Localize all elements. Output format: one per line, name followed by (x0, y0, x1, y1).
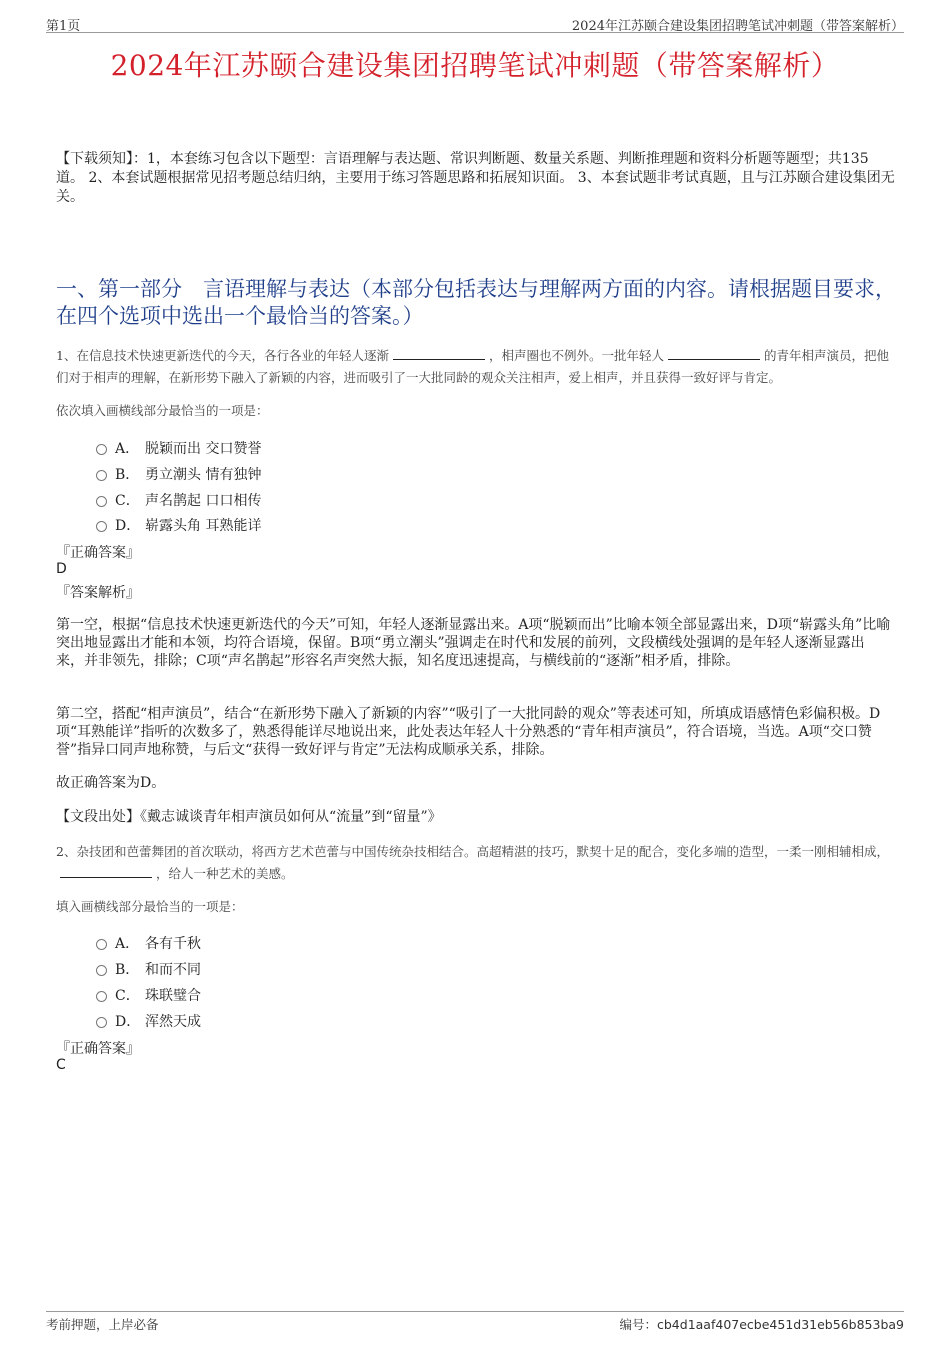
option-letter: C． (115, 988, 140, 1004)
option-text: 崭露头角 耳熟能详 (145, 518, 262, 534)
option-text: 声名鹊起 口口相传 (145, 493, 262, 509)
option-text: 和而不同 (145, 962, 201, 978)
radio-icon[interactable] (96, 991, 107, 1002)
footer-slogan: 考前押题，上岸必备 (46, 1317, 159, 1332)
q1-option-c[interactable] (96, 488, 261, 508)
q1-answer-label: 『正确答案』 (56, 545, 140, 561)
q1-option-b[interactable] (96, 462, 261, 482)
q1-analysis-2: 第二空，搭配“相声演员”，结合“在新形势下融入了新颖的内容”“吸引了一大批同龄的观众”等表述可知，所填成语感情色彩偏积极。D项“耳熟能详”指听的次数多了，熟悉得能详尽地说出来，此处表达年轻人十分熟悉的“青年相声演员”，符合语境，当选。A项“交口赞誉”指异口同声地称赞，与后文“获得一致好评与肯定”无法构成顺承关系，排除。 (56, 706, 881, 758)
page-number: 第1页 (46, 19, 81, 34)
q2-answer-label: 『正确答案』 (56, 1041, 140, 1057)
option-text: 各有千秋 (145, 936, 201, 952)
option-letter: A． (115, 441, 140, 457)
page-footer (46, 1311, 904, 1334)
footer-doc-id: 编号：cb4d1aaf407ecbe451d31eb56b853ba9 (619, 1317, 904, 1332)
q1-analysis-1: 第一空，根据“信息技术快速更新迭代的今天”可知，年轻人逐渐显露出来。A项“脱颖而出”比喻本领全部显露出来，D项“崭露头角”比喻突出地显露出才能和本领，均符合语境，保留。B项“勇立潮头”强调走在时代和发展的前列，文段横线处强调的是年轻人逐渐显露出来，并非领先，排除；C项“声名鹊起”形容名声突然大振，知名度迅速提高，与横线前的“逐渐”相矛盾，排除。 (56, 617, 891, 669)
q1-option-a[interactable] (96, 436, 261, 456)
q2-option-c[interactable] (96, 983, 201, 1003)
radio-icon[interactable] (96, 444, 107, 455)
radio-icon[interactable] (96, 1017, 107, 1028)
header-doc-title: 2024年江苏颐合建设集团招聘笔试冲刺题（带答案解析） (571, 19, 904, 34)
q2-text-a: 2、杂技团和芭蕾舞团的首次联动，将西方艺术芭蕾与中国传统杂技相结合。高超精湛的技巧，默契十足的配合，变化多端的造型，一柔一刚相辅相成， (56, 844, 889, 859)
q2-prompt: 填入画横线部分最恰当的一项是： (56, 899, 244, 914)
question-2-stem (56, 841, 892, 885)
option-letter: B． (115, 962, 140, 978)
q1-answer: D (56, 561, 67, 577)
q2-option-b[interactable] (96, 957, 201, 977)
q1-option-d[interactable] (96, 513, 261, 533)
q2-blank-1 (60, 864, 152, 878)
option-letter: C． (115, 493, 140, 509)
q1-prompt: 依次填入画横线部分最恰当的一项是： (56, 403, 269, 418)
page-header (46, 14, 904, 33)
radio-icon[interactable] (96, 521, 107, 532)
question-1-stem (56, 345, 892, 389)
option-text: 勇立潮头 情有独钟 (145, 467, 262, 483)
section-heading: 一、第一部分 言语理解与表达（本部分包括表达与理解两方面的内容。请根据题目要求，在四个选项中选出一个最恰当的答案。） (56, 277, 896, 328)
q1-conclusion: 故正确答案为D。 (56, 775, 166, 791)
q1-analysis-label: 『答案解析』 (56, 585, 140, 601)
q1-text-c: 的青年相声演员，把他们对于相声的理解，在新形势下融入了新颖的内容，进而吸引了一大批同龄的观众关注相声，爱上相声，并且获得一致好评与肯定。 (56, 348, 889, 385)
q1-source: 【文段出处】《戴志诚谈青年相声演员如何从“流量”到“留量”》 (56, 809, 442, 825)
option-letter: D． (115, 518, 141, 534)
option-text: 珠联璧合 (145, 988, 201, 1004)
option-letter: B． (115, 467, 140, 483)
document-title: 2024年江苏颐合建设集团招聘笔试冲刺题（带答案解析） (110, 49, 840, 82)
radio-icon[interactable] (96, 470, 107, 481)
q2-answer: C (56, 1057, 66, 1073)
option-text: 脱颖而出 交口赞誉 (145, 441, 262, 457)
option-letter: D． (115, 1014, 141, 1030)
option-letter: A． (115, 936, 140, 952)
q2-option-d[interactable] (96, 1009, 201, 1029)
radio-icon[interactable] (96, 496, 107, 507)
q1-text-b: ，相声圈也不例外。一批年轻人 (488, 348, 664, 363)
option-text: 浑然天成 (145, 1014, 201, 1030)
q1-text-a: 1、在信息技术快速更新迭代的今天，各行各业的年轻人逐渐 (56, 348, 389, 363)
download-notice: 【下载须知】：1，本套练习包含以下题型：言语理解与表达题、常识判断题、数量关系题、判断推理题和资料分析题等题型；共135道。 2、本套试题根据常见招考题总结归纳，主要用于练习答题思路和拓展知识面。 3、本套试题非考试真题，且与江苏颐合建设集团无关。 (56, 151, 895, 205)
radio-icon[interactable] (96, 939, 107, 950)
q2-option-a[interactable] (96, 931, 201, 951)
q1-blank-1 (393, 346, 485, 360)
radio-icon[interactable] (96, 965, 107, 976)
q2-text-b: ，给人一种艺术的美感。 (156, 866, 294, 881)
q1-blank-2 (668, 346, 760, 360)
